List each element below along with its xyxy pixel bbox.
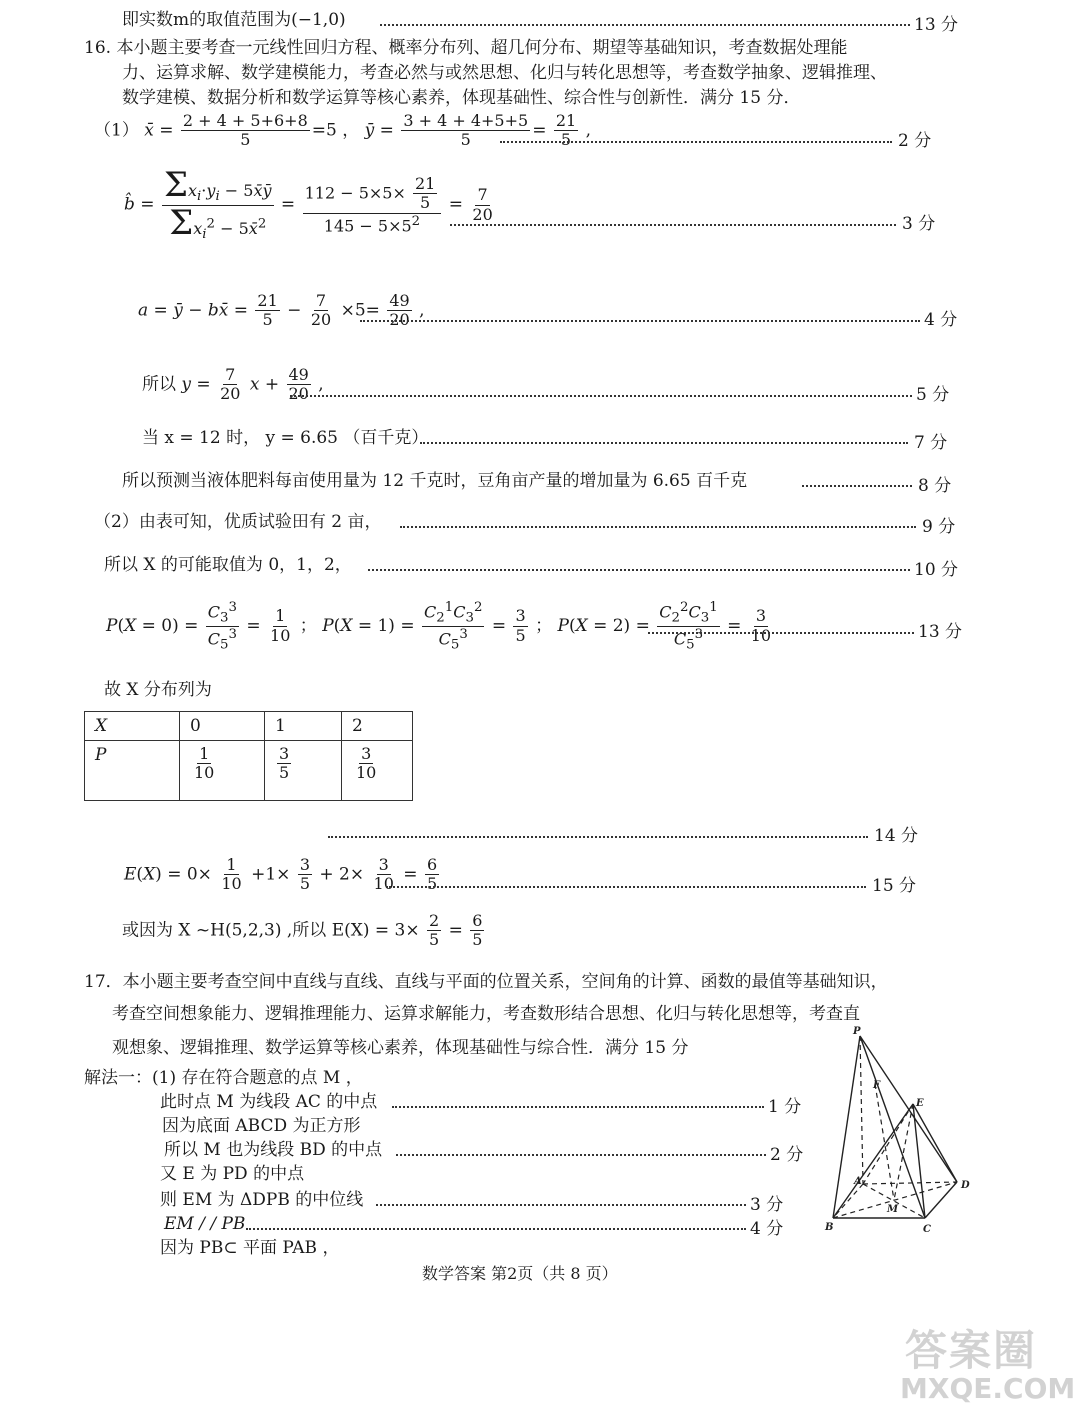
leader-dots (396, 1154, 766, 1156)
leader-dots (400, 526, 916, 528)
table-row: P $\frac{1}{10}$ $\frac{3}{5}$ $\frac{3}{10}$ (85, 741, 413, 801)
score-2: 2 分 (770, 1145, 804, 1165)
score-2: 2 分 (898, 131, 932, 151)
leader-dots (246, 1228, 746, 1230)
score-4: 4 分 (750, 1219, 784, 1239)
solution-step: 所以 M 也为线段 BD 的中点 (164, 1140, 383, 1160)
conclusion: 所以预测当液体肥料每亩使用量为 12 千克时，豆角亩产量的增加量为 6.65 百千克 (122, 471, 748, 491)
pyramid-figure (815, 1022, 980, 1237)
q17-intro-3: 观想象、逻辑推理、数学运算等核心素养，体现基础性与综合性．满分 15 分 (112, 1038, 689, 1058)
solution-step: 此时点 M 为线段 AC 的中点 (160, 1092, 378, 1112)
figure-label: P (853, 1026, 861, 1037)
leader-dots (386, 886, 866, 888)
part-2-intro: （2）由表可知，优质试验田有 2 亩， (94, 512, 382, 532)
mean-formula: （1） x̄ = $\frac{2 + 4 + 5+6+8}{5}$ =5 ， ȳ = $\frac{3 + 4 + 4+5+5}{5}$ = $\frac{21}{5}$ , (94, 111, 592, 150)
leader-dots (380, 24, 910, 26)
figure-label: D (961, 1180, 970, 1191)
leader-dots (392, 1106, 764, 1108)
score-1: 1 分 (768, 1097, 802, 1117)
score-3: 3 分 (750, 1195, 784, 1215)
watermark-logo: 答案圈 (905, 1326, 1038, 1375)
alt-expectation: 或因为 X ~H(5,2,3) ,所以 E(X) = 3× $\frac{2}{5}$ = $\frac{6}{5}$ (122, 911, 483, 950)
score-4: 4 分 (924, 310, 958, 330)
leader-dots (328, 836, 868, 838)
regression-line: 所以 y = $\frac{7}{20}$ x + $\frac{49}{20}$ , (142, 365, 324, 404)
prediction: 当 x = 12 时， y = 6.65 （百千克） (142, 428, 429, 448)
expectation: E(X) = 0× $\frac{1}{10}$ +1× $\frac{3}{5}$ + 2× $\frac{3}{10}$ = $\frac{6}{5}$ (124, 855, 438, 894)
line-m-range: 即实数m的取值范围为(−1,0) (122, 10, 346, 30)
figure-label: M (887, 1204, 899, 1215)
leader-dots (368, 569, 910, 571)
page-footer: 数学答案 第2页（共 8 页） (422, 1264, 618, 1283)
score-13: 13 分 (918, 622, 963, 642)
leader-dots (420, 442, 908, 444)
leader-dots (290, 395, 912, 397)
leader-dots (648, 632, 914, 634)
leader-dots (500, 141, 892, 143)
figure-label: B (825, 1222, 834, 1233)
distribution-title: 故 X 分布列为 (104, 680, 212, 700)
x-values: 所以 X 的可能取值为 0，1，2， (104, 555, 352, 575)
score-7: 7 分 (914, 433, 948, 453)
score-14: 14 分 (874, 826, 919, 846)
solution-step: 因为底面 ABCD 为正方形 (162, 1116, 361, 1136)
score-10: 10 分 (914, 560, 959, 580)
watermark-url: MXQE.COM (900, 1372, 1076, 1405)
q16-intro-1: 16. 本小题主要考查一元线性回归方程、概率分布列、超几何分布、期望等基础知识，考查数据处理能 (84, 38, 848, 58)
q17-intro-1: 17．本小题主要考查空间中直线与直线、直线与平面的位置关系，空间角的计算、函数的最值等基础知识， (84, 972, 888, 992)
figure-label: C (923, 1224, 931, 1235)
q16-intro-3: 数学建模、数据分析和数学运算等核心素养，体现基础性、综合性与创新性．满分 15 分． (122, 88, 801, 108)
solution-step: 解法一：(1) 存在符合题意的点 M ， (84, 1068, 363, 1088)
leader-dots (360, 320, 920, 322)
b-hat-formula: b̂ = $\Sigma x_i\cdot y_i$ − 5x̄ȳ $\Sigma x_i^2$ − 5x̄$^2$ = 112 − 5×5× $\frac{21}{5}$ $145 - 5\times 5^2$ = $\frac{7}{20}$ (124, 165, 493, 243)
figure-label: A (854, 1176, 862, 1187)
probabilities: P(X = 0) = $\frac{C_3^3}{C_5^3}$ = $\frac{1}{10}$ ； P(X = 1) = $\frac{C_2^1C_3^2}{C_5^3}$ = $\frac{3}{5}$ ； P(X = 2) = $\frac{C_2^2C_3^1}{C_5^3}$ = $\frac{3}{10}$ (106, 600, 772, 653)
distribution-table (84, 711, 413, 801)
leader-dots (376, 1204, 746, 1206)
table-row: X 0 1 2 (85, 712, 413, 741)
score-13: 13 分 (914, 15, 959, 35)
solution-step: 因为 PB⊂ 平面 PAB ， (160, 1238, 340, 1258)
leader-dots (450, 224, 896, 226)
figure-label: E (916, 1098, 924, 1109)
score-9: 9 分 (922, 517, 956, 537)
leader-dots (802, 485, 912, 487)
q16-intro-2: 力、运算求解、数学建模能力，考查必然与或然思想、化归与转化思想等，考查数学抽象、逻辑推理、 (122, 63, 887, 83)
score-5: 5 分 (916, 385, 950, 405)
solution-step: 则 EM 为 ΔDPB 的中位线 (160, 1190, 364, 1210)
q17-intro-2: 考查空间想象能力、逻辑推理能力、运算求解能力，考查数形结合思想、化归与转化思想等，考查直 (112, 1004, 860, 1024)
score-15: 15 分 (872, 876, 917, 896)
solution-step: EM / / PB (164, 1214, 246, 1234)
figure-label: F (873, 1080, 881, 1091)
score-8: 8 分 (918, 476, 952, 496)
score-3: 3 分 (902, 214, 936, 234)
solution-step: 又 E 为 PD 的中点 (160, 1164, 305, 1184)
a-formula: a = ȳ − bx̄ = $\frac{21}{5}$ − $\frac{7}{20}$ ×5= $\frac{49}{20}$ , (138, 291, 425, 330)
